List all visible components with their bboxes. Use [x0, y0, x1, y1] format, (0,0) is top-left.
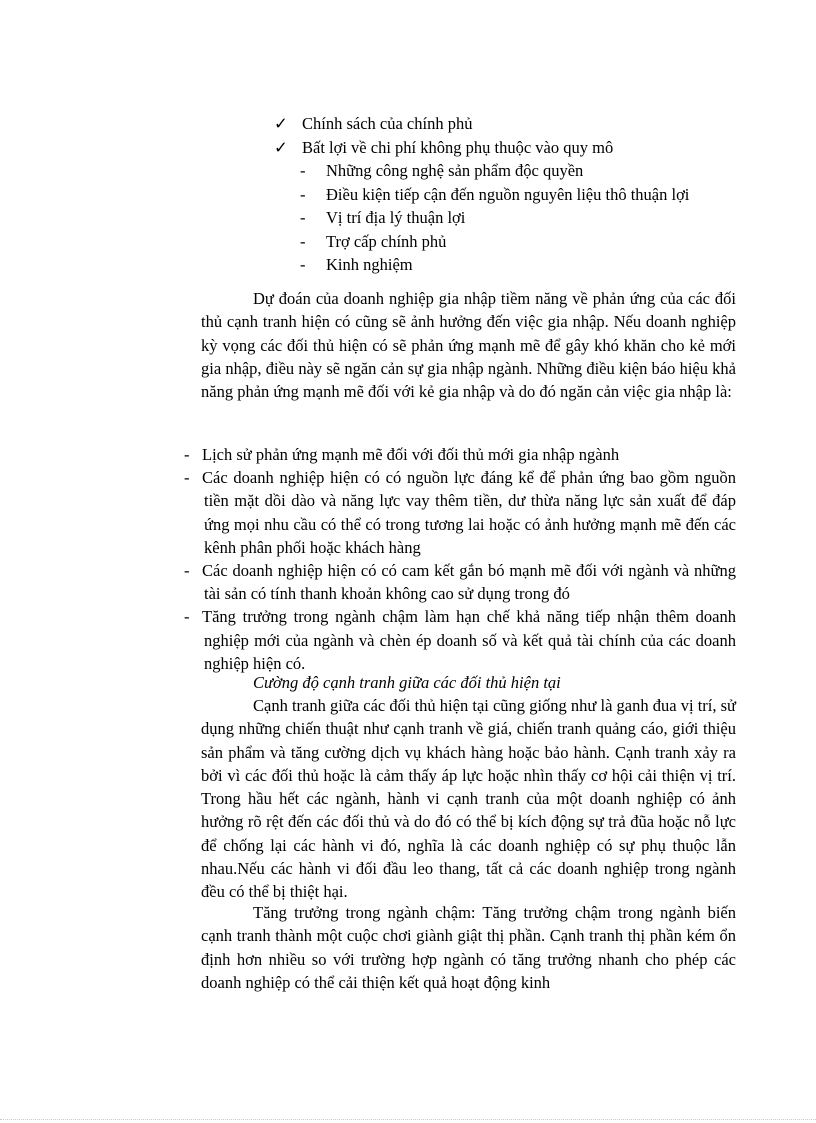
dash-bullet-icon: -: [300, 184, 306, 204]
sub-item: [300, 230, 689, 254]
checklist-item: [274, 112, 613, 136]
page-bottom-rule: [0, 1119, 816, 1120]
condition-item: [182, 466, 736, 559]
sub-item: [300, 159, 689, 183]
sub-item: [300, 183, 689, 207]
checkmark-icon: ✓: [274, 137, 288, 157]
paragraph-slow-growth: Tăng trưởng trong ngành chậm: Tăng trưởng chậm trong ngành biến cạnh tranh thành một cuộc chơi giành giật thị phần. Cạnh tranh thị phần kém ổn định hơn nhiều so với trường hợp ngành có tăng trưởng nhanh cho phép các doanh nghiệp có thể cải thiện kết quả hoạt động kinh: [201, 903, 736, 992]
sub-item-text: Những công nghệ sản phẩm độc quyền: [326, 161, 584, 180]
condition-list: [182, 443, 736, 675]
condition-item: [182, 443, 736, 466]
dash-bullet-icon: -: [184, 561, 190, 581]
section-heading: Cường độ cạnh tranh giữa các đối thủ hiện tại: [253, 673, 561, 692]
condition-item: [182, 559, 736, 605]
checklist: [274, 112, 613, 159]
checkmark-icon: ✓: [274, 114, 288, 133]
condition-item-text: Tăng trưởng trong ngành chậm làm hạn chế khả năng tiếp nhận thêm doanh nghiệp mới của ngành và chèn ép doanh số và kết quả tài chính của các doanh nghiệp hiện có.: [202, 607, 736, 673]
sub-item: [300, 206, 689, 230]
checklist-item: [274, 136, 613, 160]
paragraph-entry-reaction: Dự đoán của doanh nghiệp gia nhập tiềm năng về phản ứng của các đối thủ cạnh tranh hiện có cũng sẽ ảnh hưởng đến việc gia nhập. Nếu doanh nghiệp kỳ vọng các đối thủ hiện có sẽ phản ứng mạnh mẽ để gây khó khăn cho kẻ mới gia nhập, điều này sẽ ngăn cản sự gia nhập ngành. Những điều kiện báo hiệu khả năng phản ứng mạnh mẽ đối với kẻ gia nhập và do đó ngăn cản việc gia nhập là:: [201, 289, 736, 402]
sub-item: [300, 253, 689, 277]
checklist-item-text: Bất lợi về chi phí không phụ thuộc vào quy mô: [302, 137, 614, 157]
checklist-item-text: Chính sách của chính phủ: [302, 114, 473, 133]
sub-item-text: Điều kiện tiếp cận đến nguồn nguyên liệu thô thuận lợi: [326, 184, 690, 204]
dash-bullet-icon: -: [184, 445, 190, 464]
condition-item-text: Các doanh nghiệp hiện có có cam kết gắn bó mạnh mẽ đối với ngành và những tài sản có tính thanh khoản không cao sử dụng trong đó: [202, 561, 736, 604]
sub-item-text: Vị trí địa lý thuận lợi: [326, 208, 466, 227]
dash-bullet-icon: -: [184, 607, 190, 627]
dash-bullet-icon: -: [300, 255, 306, 274]
dash-bullet-icon: -: [184, 468, 190, 488]
condition-item: [182, 605, 736, 675]
dash-bullet-icon: -: [300, 161, 306, 180]
condition-item-text: Lịch sử phản ứng mạnh mẽ đối với đối thủ mới gia nhập ngành: [202, 445, 620, 464]
paragraph-rivalry: Cạnh tranh giữa các đối thủ hiện tại cũng giống như là ganh đua vị trí, sử dụng những chiến thuật như cạnh tranh về giá, chiến tranh quảng cáo, giới thiệu sản phẩm và tăng cường dịch vụ khách hàng hoặc bảo hành. Cạnh tranh xảy ra bởi vì các đối thủ hoặc là cảm thấy áp lực hoặc nhìn thấy cơ hội cải thiện vị trí. Trong hầu hết các ngành, hành vi cạnh tranh của một doanh nghiệp có ảnh hưởng rõ rệt đến các đối thủ và do đó có thể bị kích động sự trả đũa hoặc nỗ lực để chống lại các hành vi đó, nghĩa là các doanh nghiệp có sự phụ thuộc lẫn nhau.Nếu các hành vi đối đầu leo thang, tất cả các doanh nghiệp trong ngành đều có thể bị thiệt hại.: [201, 696, 736, 902]
dash-bullet-icon: -: [300, 231, 306, 251]
condition-item-text: Các doanh nghiệp hiện có có nguồn lực đáng kể để phản ứng bao gồm nguồn tiền mặt dồi dào và năng lực vay thêm tiền, dư thừa năng lực sản xuất để đáp ứng mọi nhu cầu có thể có trong tương lai hoặc có ảnh hưởng mạnh mẽ đến các kênh phân phối hoặc khách hàng: [202, 468, 736, 557]
sub-item-text: Trợ cấp chính phủ: [326, 231, 447, 251]
sub-item-list: [300, 159, 689, 277]
dash-bullet-icon: -: [300, 208, 306, 227]
sub-item-text: Kinh nghiệm: [326, 255, 413, 274]
